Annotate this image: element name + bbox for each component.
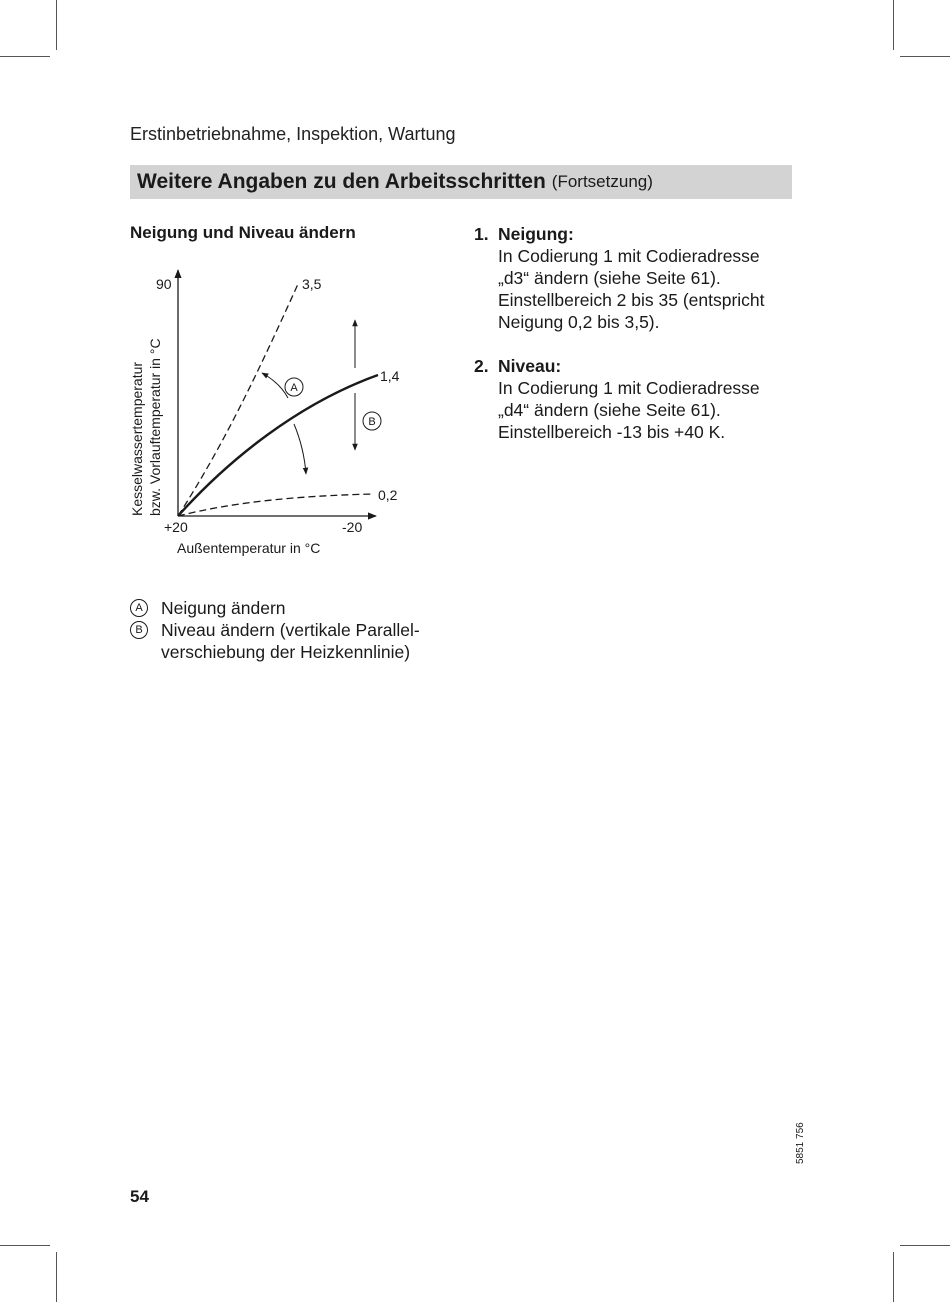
step-text: In Codierung 1 mit Codieradresse „d4“ ändern (siehe Seite 61). Einstellbereich -13 bis +40 K. [498, 378, 760, 442]
legend-marker-b: B [130, 621, 148, 639]
section-title: Weitere Angaben zu den Arbeitsschritten [137, 170, 546, 193]
crop-mark [0, 56, 50, 57]
x-axis-label: Außentemperatur in °C [177, 540, 321, 556]
slope-arrow-down [294, 424, 306, 474]
legend-text-a: Neigung ändern [161, 598, 286, 618]
legend-item-b [130, 619, 451, 663]
x-tick-minus20: -20 [342, 519, 363, 535]
legend-marker-a: A [130, 599, 148, 617]
step-text: In Codierung 1 mit Codieradresse „d3“ ändern (siehe Seite 61). Einstellbereich 2 bis 35 (entspricht Neigung 0,2 bis 3,5). [498, 246, 765, 332]
step-number: 1. [474, 224, 489, 244]
y-tick-90: 90 [156, 276, 172, 292]
crop-mark [893, 0, 894, 50]
marker-b-label: B [368, 416, 376, 428]
crop-mark [900, 1245, 950, 1246]
crop-mark [893, 1252, 894, 1302]
steps-list [474, 223, 794, 465]
x-tick-plus20: +20 [164, 519, 188, 535]
section-header-bar [130, 165, 792, 199]
step-number: 2. [474, 356, 489, 376]
running-header: Erstinbetriebnahme, Inspektion, Wartung [130, 124, 456, 144]
y-axis-label-line2: bzw. Vorlauftemperatur in °C [147, 338, 163, 516]
left-column-heading: Neigung und Niveau ändern [130, 223, 356, 242]
heating-curve-diagram [120, 258, 420, 573]
slope-arrow-up [262, 373, 288, 398]
step-item-1 [474, 223, 794, 333]
curve-label-3-5: 3,5 [302, 276, 322, 292]
curve-0-2 [178, 494, 374, 516]
page-number: 54 [130, 1187, 149, 1206]
step-title: Niveau: [498, 356, 562, 376]
legend-text-b: Niveau ändern (vertikale Parallel-verschiebung der Heizkennlinie) [161, 620, 420, 662]
crop-mark [56, 1252, 57, 1302]
curve-label-0-2: 0,2 [378, 487, 398, 503]
step-body [498, 223, 794, 333]
crop-mark [56, 0, 57, 50]
document-number: 5851 756 [795, 1122, 806, 1164]
curve-3-5 [178, 284, 298, 516]
curve-label-1-4: 1,4 [380, 368, 400, 384]
legend-item-a [130, 597, 451, 619]
y-axis-label-line1: Kesselwassertemperatur [129, 361, 145, 516]
step-title: Neigung: [498, 224, 574, 244]
heating-curve-svg [120, 258, 420, 568]
crop-mark [900, 56, 950, 57]
step-body [498, 355, 794, 443]
marker-a-label: A [290, 382, 298, 394]
section-suffix: (Fortsetzung) [551, 172, 653, 191]
step-item-2 [474, 355, 794, 443]
crop-mark [0, 1245, 50, 1246]
legend [130, 597, 451, 663]
